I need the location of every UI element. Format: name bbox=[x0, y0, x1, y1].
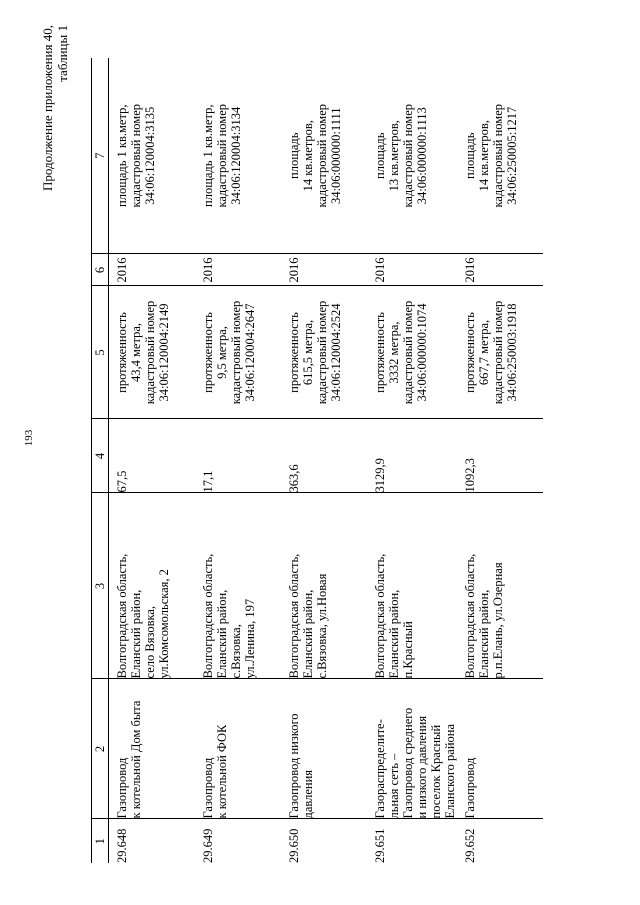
object-note-line: площадь 1 кв.метр, bbox=[201, 104, 215, 207]
object-address-line: р.п.Елань, ул.Озерная bbox=[491, 562, 505, 679]
object-address-line: Еланский район, bbox=[129, 589, 143, 679]
caption-line-2: таблицы 1 bbox=[55, 25, 70, 82]
object-characteristics-line: 667,7 метра, bbox=[477, 319, 491, 386]
object-note-line: площадь bbox=[463, 132, 477, 179]
object-address-line: Еланский район, bbox=[215, 589, 229, 679]
table-row bbox=[281, 58, 367, 863]
object-year-cell bbox=[457, 254, 543, 286]
object-note-line: кадастровый номер bbox=[491, 103, 505, 208]
object-address-line: ул.Ленина, 197 bbox=[243, 598, 257, 679]
object-address-cell bbox=[281, 493, 367, 679]
column-header: 5 bbox=[92, 286, 109, 419]
object-characteristics-line: 34:06:120004:2647 bbox=[243, 303, 257, 402]
object-characteristics-line: протяженность bbox=[287, 312, 301, 393]
object-address-cell bbox=[367, 493, 457, 679]
object-note-line: 34:06:000000:1113 bbox=[415, 107, 429, 205]
caption-line-1: Продолжение приложения 40, bbox=[40, 25, 55, 192]
object-note-line: 34:06:250005:1217 bbox=[505, 106, 519, 205]
object-name-line: Еланского района bbox=[443, 723, 457, 819]
object-value-cell bbox=[281, 419, 367, 493]
object-name-line: льная сеть – bbox=[387, 753, 401, 819]
object-value-cell bbox=[457, 419, 543, 493]
object-year-cell bbox=[109, 254, 196, 286]
table-row bbox=[457, 58, 543, 863]
column-header: 7 bbox=[92, 58, 109, 254]
object-characteristics-cell bbox=[367, 286, 457, 419]
registry-number-cell bbox=[367, 819, 457, 863]
object-characteristics-cell bbox=[195, 286, 281, 419]
object-address-line: Волгоградская область, bbox=[463, 553, 477, 679]
object-note-cell bbox=[109, 58, 196, 254]
object-value: 3129,9 bbox=[373, 458, 387, 493]
object-characteristics-line: кадастровый номер bbox=[143, 300, 157, 405]
column-header: 4 bbox=[92, 419, 109, 493]
registry-number: 29.651 bbox=[373, 828, 387, 863]
object-characteristics-cell bbox=[109, 286, 196, 419]
object-characteristics-cell bbox=[281, 286, 367, 419]
column-header: 6 bbox=[92, 254, 109, 286]
object-note-cell bbox=[367, 58, 457, 254]
object-value: 1092,3 bbox=[463, 458, 477, 493]
object-name-line: Газораспределите- bbox=[373, 719, 387, 819]
object-characteristics-line: 43,4 метра, bbox=[129, 323, 143, 382]
registry-number-cell bbox=[195, 819, 281, 863]
object-name-line: Газопровод среднего bbox=[401, 707, 415, 819]
object-name-cell bbox=[457, 679, 543, 819]
object-characteristics-line: протяженность bbox=[115, 312, 129, 393]
object-value: 363,6 bbox=[287, 464, 301, 493]
object-note-line: кадастровый номер bbox=[129, 103, 143, 208]
object-name-cell bbox=[109, 679, 196, 819]
object-note-line: площадь bbox=[287, 132, 301, 179]
object-name-cell bbox=[281, 679, 367, 819]
object-year-cell bbox=[281, 254, 367, 286]
object-name-line: и низкого давления bbox=[415, 715, 429, 819]
table-row bbox=[367, 58, 457, 863]
column-header: 3 bbox=[92, 493, 109, 679]
object-characteristics-line: 9,5 метра, bbox=[215, 326, 229, 379]
object-value-cell bbox=[109, 419, 196, 493]
object-note-line: кадастровый номер bbox=[401, 103, 415, 208]
object-characteristics-line: кадастровый номер bbox=[401, 300, 415, 405]
registry-number-cell bbox=[281, 819, 367, 863]
object-address-line: Волгоградская область, bbox=[287, 553, 301, 679]
object-characteristics-line: кадастровый номер bbox=[315, 300, 329, 405]
column-header: 2 bbox=[92, 679, 109, 819]
object-note-line: 14 кв.метров, bbox=[301, 120, 315, 192]
object-year: 2016 bbox=[115, 257, 129, 283]
table-row bbox=[109, 58, 196, 863]
object-year: 2016 bbox=[287, 257, 301, 283]
object-name-line: Газопровод bbox=[201, 757, 215, 819]
object-year: 2016 bbox=[463, 257, 477, 283]
object-address-line: Волгоградская область, bbox=[115, 553, 129, 679]
object-address-line: ул.Комсомольская, 2 bbox=[157, 569, 171, 679]
object-address-line: п.Красный bbox=[401, 621, 415, 679]
object-name-line: Газопровод низкого bbox=[287, 713, 301, 819]
object-characteristics-line: кадастровый номер bbox=[491, 300, 505, 405]
object-note-line: площадь 1 кв.метр, bbox=[115, 104, 129, 207]
object-name-line: Газопровод bbox=[463, 757, 477, 819]
object-value-cell bbox=[195, 419, 281, 493]
object-note-line: 13 кв.метров, bbox=[387, 120, 401, 192]
object-note-line: площадь bbox=[373, 132, 387, 179]
object-address-line: Еланский район, bbox=[477, 589, 491, 679]
object-characteristics-line: 34:06:120004:2149 bbox=[157, 303, 171, 402]
column-header: 1 bbox=[92, 819, 109, 863]
object-note-line: 34:06:120004:3134 bbox=[229, 106, 243, 205]
object-address-cell bbox=[109, 493, 196, 679]
object-characteristics-cell bbox=[457, 286, 543, 419]
object-address-line: Волгоградская область, bbox=[201, 553, 215, 679]
table-caption bbox=[40, 25, 70, 275]
registry-number: 29.652 bbox=[463, 828, 477, 863]
object-year: 2016 bbox=[201, 257, 215, 283]
object-value: 67,5 bbox=[115, 470, 129, 493]
object-address-line: с.Вязовка, bbox=[229, 624, 243, 679]
object-year-cell bbox=[367, 254, 457, 286]
object-name-line: к котельной Дом быта bbox=[129, 700, 143, 819]
object-address-line: село Вязовка, bbox=[143, 605, 157, 679]
object-note-line: кадастровый номер bbox=[215, 103, 229, 208]
object-name-line: Газопровод bbox=[115, 757, 129, 819]
object-name-line: к котельной ФОК bbox=[215, 724, 229, 819]
object-value-cell bbox=[367, 419, 457, 493]
object-note-line: 14 кв.метров, bbox=[477, 120, 491, 192]
object-address-cell bbox=[457, 493, 543, 679]
object-characteristics-line: 34:06:000000:1074 bbox=[415, 303, 429, 402]
object-name-cell bbox=[367, 679, 457, 819]
object-value: 17,1 bbox=[201, 470, 215, 493]
object-note-cell bbox=[281, 58, 367, 254]
registry-number: 29.650 bbox=[287, 828, 301, 863]
object-characteristics-line: 34:06:120004:2524 bbox=[329, 303, 343, 402]
table-body bbox=[109, 58, 544, 863]
object-name-line: давления bbox=[301, 769, 315, 819]
object-year-cell bbox=[195, 254, 281, 286]
object-note-cell bbox=[457, 58, 543, 254]
object-year: 2016 bbox=[373, 257, 387, 283]
object-address-line: Еланский район, bbox=[387, 589, 401, 679]
object-characteristics-line: протяженность bbox=[201, 312, 215, 393]
registry-number: 29.648 bbox=[115, 828, 129, 863]
object-note-cell bbox=[195, 58, 281, 254]
object-name-cell bbox=[195, 679, 281, 819]
page-number: 193 bbox=[23, 429, 35, 447]
object-address-line: Волгоградская область, bbox=[373, 553, 387, 679]
object-characteristics-line: кадастровый номер bbox=[229, 300, 243, 405]
object-address-cell bbox=[195, 493, 281, 679]
register-table bbox=[91, 58, 543, 863]
object-characteristics-line: протяженность bbox=[373, 312, 387, 393]
object-characteristics-line: 34:06:250003:1918 bbox=[505, 303, 519, 402]
object-characteristics-line: 3332 метра, bbox=[387, 321, 401, 384]
object-note-line: 34:06:120004:3135 bbox=[143, 106, 157, 205]
object-characteristics-line: протяженность bbox=[463, 312, 477, 393]
object-address-line: Еланский район, bbox=[301, 589, 315, 679]
object-address-line: с.Вязовка, ул.Новая bbox=[315, 573, 329, 679]
table-row bbox=[195, 58, 281, 863]
object-characteristics-line: 615,5 метра, bbox=[301, 319, 315, 386]
registry-number: 29.649 bbox=[201, 828, 215, 863]
registry-number-cell bbox=[109, 819, 196, 863]
object-note-line: 34:06:000000:1111 bbox=[329, 107, 343, 205]
object-name-line: поселок Красный bbox=[429, 724, 443, 819]
registry-number-cell bbox=[457, 819, 543, 863]
header-row bbox=[92, 58, 109, 863]
object-note-line: кадастровый номер bbox=[315, 103, 329, 208]
